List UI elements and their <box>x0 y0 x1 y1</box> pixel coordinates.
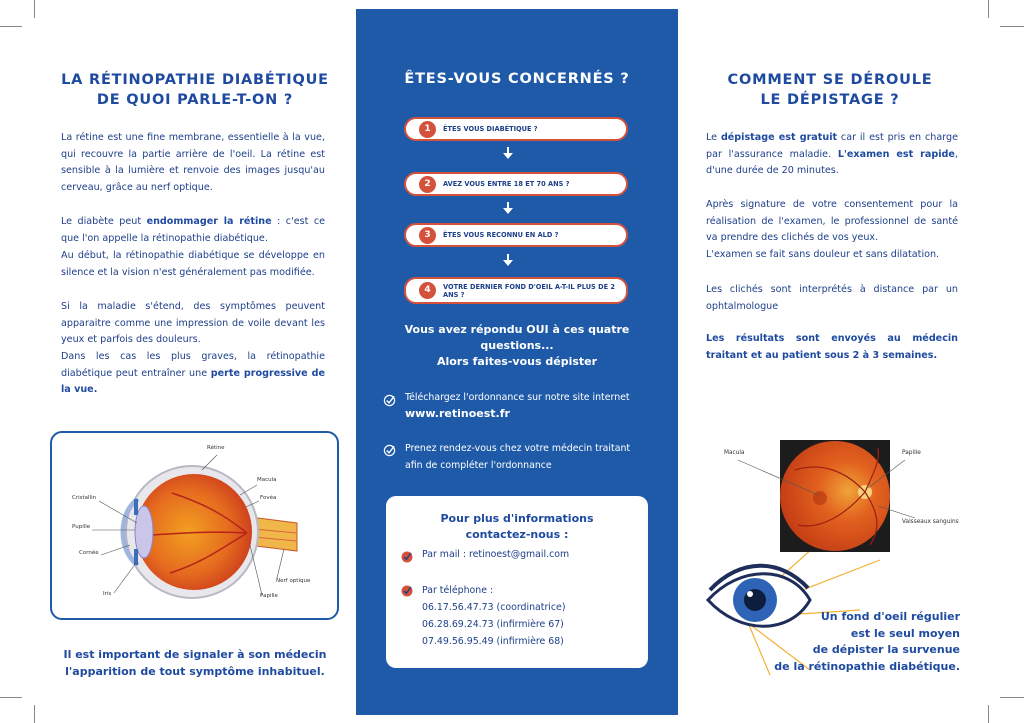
step-label: VOTRE DERNIER FOND D'OEIL A-T-IL PLUS DE 2 ANS ? <box>443 282 615 299</box>
eye-anatomy-diagram <box>50 431 339 620</box>
check-circle-icon <box>383 394 396 407</box>
question-step-2 <box>404 172 628 196</box>
eye-cross-section-illustration <box>52 433 337 618</box>
step-number-badge: 2 <box>419 176 436 193</box>
crop-mark <box>34 705 35 723</box>
check-ball-icon <box>401 585 413 597</box>
right-paragraph-5: Les résultats sont envoyés au médecin traitant et au patient sous 2 à 3 semaines. <box>706 333 958 361</box>
crop-mark <box>0 697 22 698</box>
diagram-label-pupille: Pupille <box>72 524 91 530</box>
contact-email[interactable]: Par mail : retinoest@gmail.com <box>422 549 570 560</box>
question-step-1 <box>404 117 628 141</box>
right-paragraph-2: Après signature de votre consentement pour la réalisation de l'examen, le professionnel de santé va prendre des clichés de vos yeux. <box>706 199 958 244</box>
fundus-label-vaisseaux: Vaisseaux sanguins <box>902 519 959 525</box>
middle-panel <box>356 9 678 715</box>
diagram-label-retine: Rétine <box>207 445 225 451</box>
right-footer: Un fond d'oeil régulier est le seul moyen de dépister la survenue de la rétinopathie diabétique. <box>774 610 960 673</box>
check-ball-icon <box>401 551 413 563</box>
left-footer: Il est important de signaler à son médecin l'apparition de tout symptôme inhabituel. <box>63 648 327 678</box>
crop-mark <box>1000 26 1024 27</box>
crop-mark <box>34 0 35 18</box>
phone-number[interactable]: 06.28.69.24.73 (infirmière 67) <box>422 619 564 630</box>
middle-title: ÊTES-VOUS CONCERNÉS ? <box>404 71 630 87</box>
left-paragraph-4: Si la maladie s'étend, des symptômes peuvent apparaitre comme une impression de voile devant les yeux et parfois des douleurs. <box>61 301 325 346</box>
download-instruction: Téléchargez l'ordonnance sur notre site internet www.retinoest.fr <box>405 391 665 422</box>
diagram-label-fovea: Fovéa <box>260 495 277 501</box>
left-title: LA RÉTINOPATHIE DIABÉTIQUE DE QUOI PARLE-T-ON ? <box>61 72 329 108</box>
answer-text: Vous avez répondu OUI à ces quatre questions... Alors faites-vous dépister <box>404 323 630 368</box>
right-paragraph-3: L'examen se fait sans douleur et sans dilatation. <box>706 249 940 260</box>
diagram-label-nerf-optique: Nerf optique <box>276 578 311 584</box>
step-label: AVEZ VOUS ENTRE 18 ET 70 ANS ? <box>443 180 570 188</box>
phone-number[interactable]: 07.49.56.95.49 (infirmière 68) <box>422 636 564 647</box>
left-paragraph-3: Au début, la rétinopathie diabétique se développe en silence et la vision n'est généralement pas modifiée. <box>61 250 325 278</box>
step-label: ÊTES VOUS DIABÉTIQUE ? <box>443 125 538 133</box>
left-paragraph-1: La rétine est une fine membrane, essentielle à la vue, qui recouvre la partie arrière de l'oeil. La rétine est sensible à la lumière et renvoie des images jusqu'au cerveau, grâce au nerf optique. <box>61 132 325 193</box>
diagram-label-iris: Iris <box>103 591 112 597</box>
question-step-4 <box>404 277 628 304</box>
step-label: ÊTES VOUS RECONNU EN ALD ? <box>443 231 559 239</box>
right-paragraph-4: Les clichés sont interprétés à distance par un ophtalmologue <box>706 284 958 312</box>
diagram-label-papille: Papille <box>260 593 278 599</box>
left-paragraph-5: Dans les cas les plus graves, la rétinopathie diabétique peut entraîner une perte progressive de la vue. <box>61 351 325 396</box>
contact-title: Pour plus d'informations contactez-nous : <box>440 512 594 541</box>
phone-number[interactable]: 06.17.56.47.73 (coordinatrice) <box>422 602 566 613</box>
question-step-3 <box>404 223 628 247</box>
contact-phones: Par téléphone : 06.17.56.47.73 (coordinatrice) 06.28.69.24.73 (infirmière 67) 07.49.56.95.49 (infirmière 68) <box>422 582 565 650</box>
diagram-label-cornee: Cornée <box>79 550 99 556</box>
website-link[interactable]: www.retinoest.fr <box>405 407 510 420</box>
crop-mark <box>988 705 989 723</box>
crop-mark <box>0 26 22 27</box>
crop-mark <box>988 0 989 18</box>
step-number-badge: 3 <box>419 227 436 244</box>
fundus-label-papille: Papille <box>902 450 921 456</box>
diagram-label-cristallin: Cristallin <box>72 495 97 501</box>
right-paragraph-1: Le dépistage est gratuit car il est pris en charge par l'assurance maladie. L'examen est rapide, d'une durée de 20 minutes. <box>706 132 958 177</box>
check-circle-icon <box>383 444 396 457</box>
left-paragraph-2: Le diabète peut endommager la rétine : c'est ce que l'on appelle la rétinopathie diabétique. <box>61 216 326 244</box>
diagram-label-macula: Macula <box>257 477 277 483</box>
step-number-badge: 4 <box>419 282 436 299</box>
contact-info-box <box>386 496 648 668</box>
appointment-instruction: Prenez rendez-vous chez votre médecin traitant afin de compléter l'ordonnance <box>405 443 631 471</box>
fundus-label-macula: Macula <box>724 450 745 456</box>
step-number-badge: 1 <box>419 121 436 138</box>
crop-mark <box>1000 697 1024 698</box>
right-title: COMMENT SE DÉROULE LE DÉPISTAGE ? <box>727 72 933 108</box>
